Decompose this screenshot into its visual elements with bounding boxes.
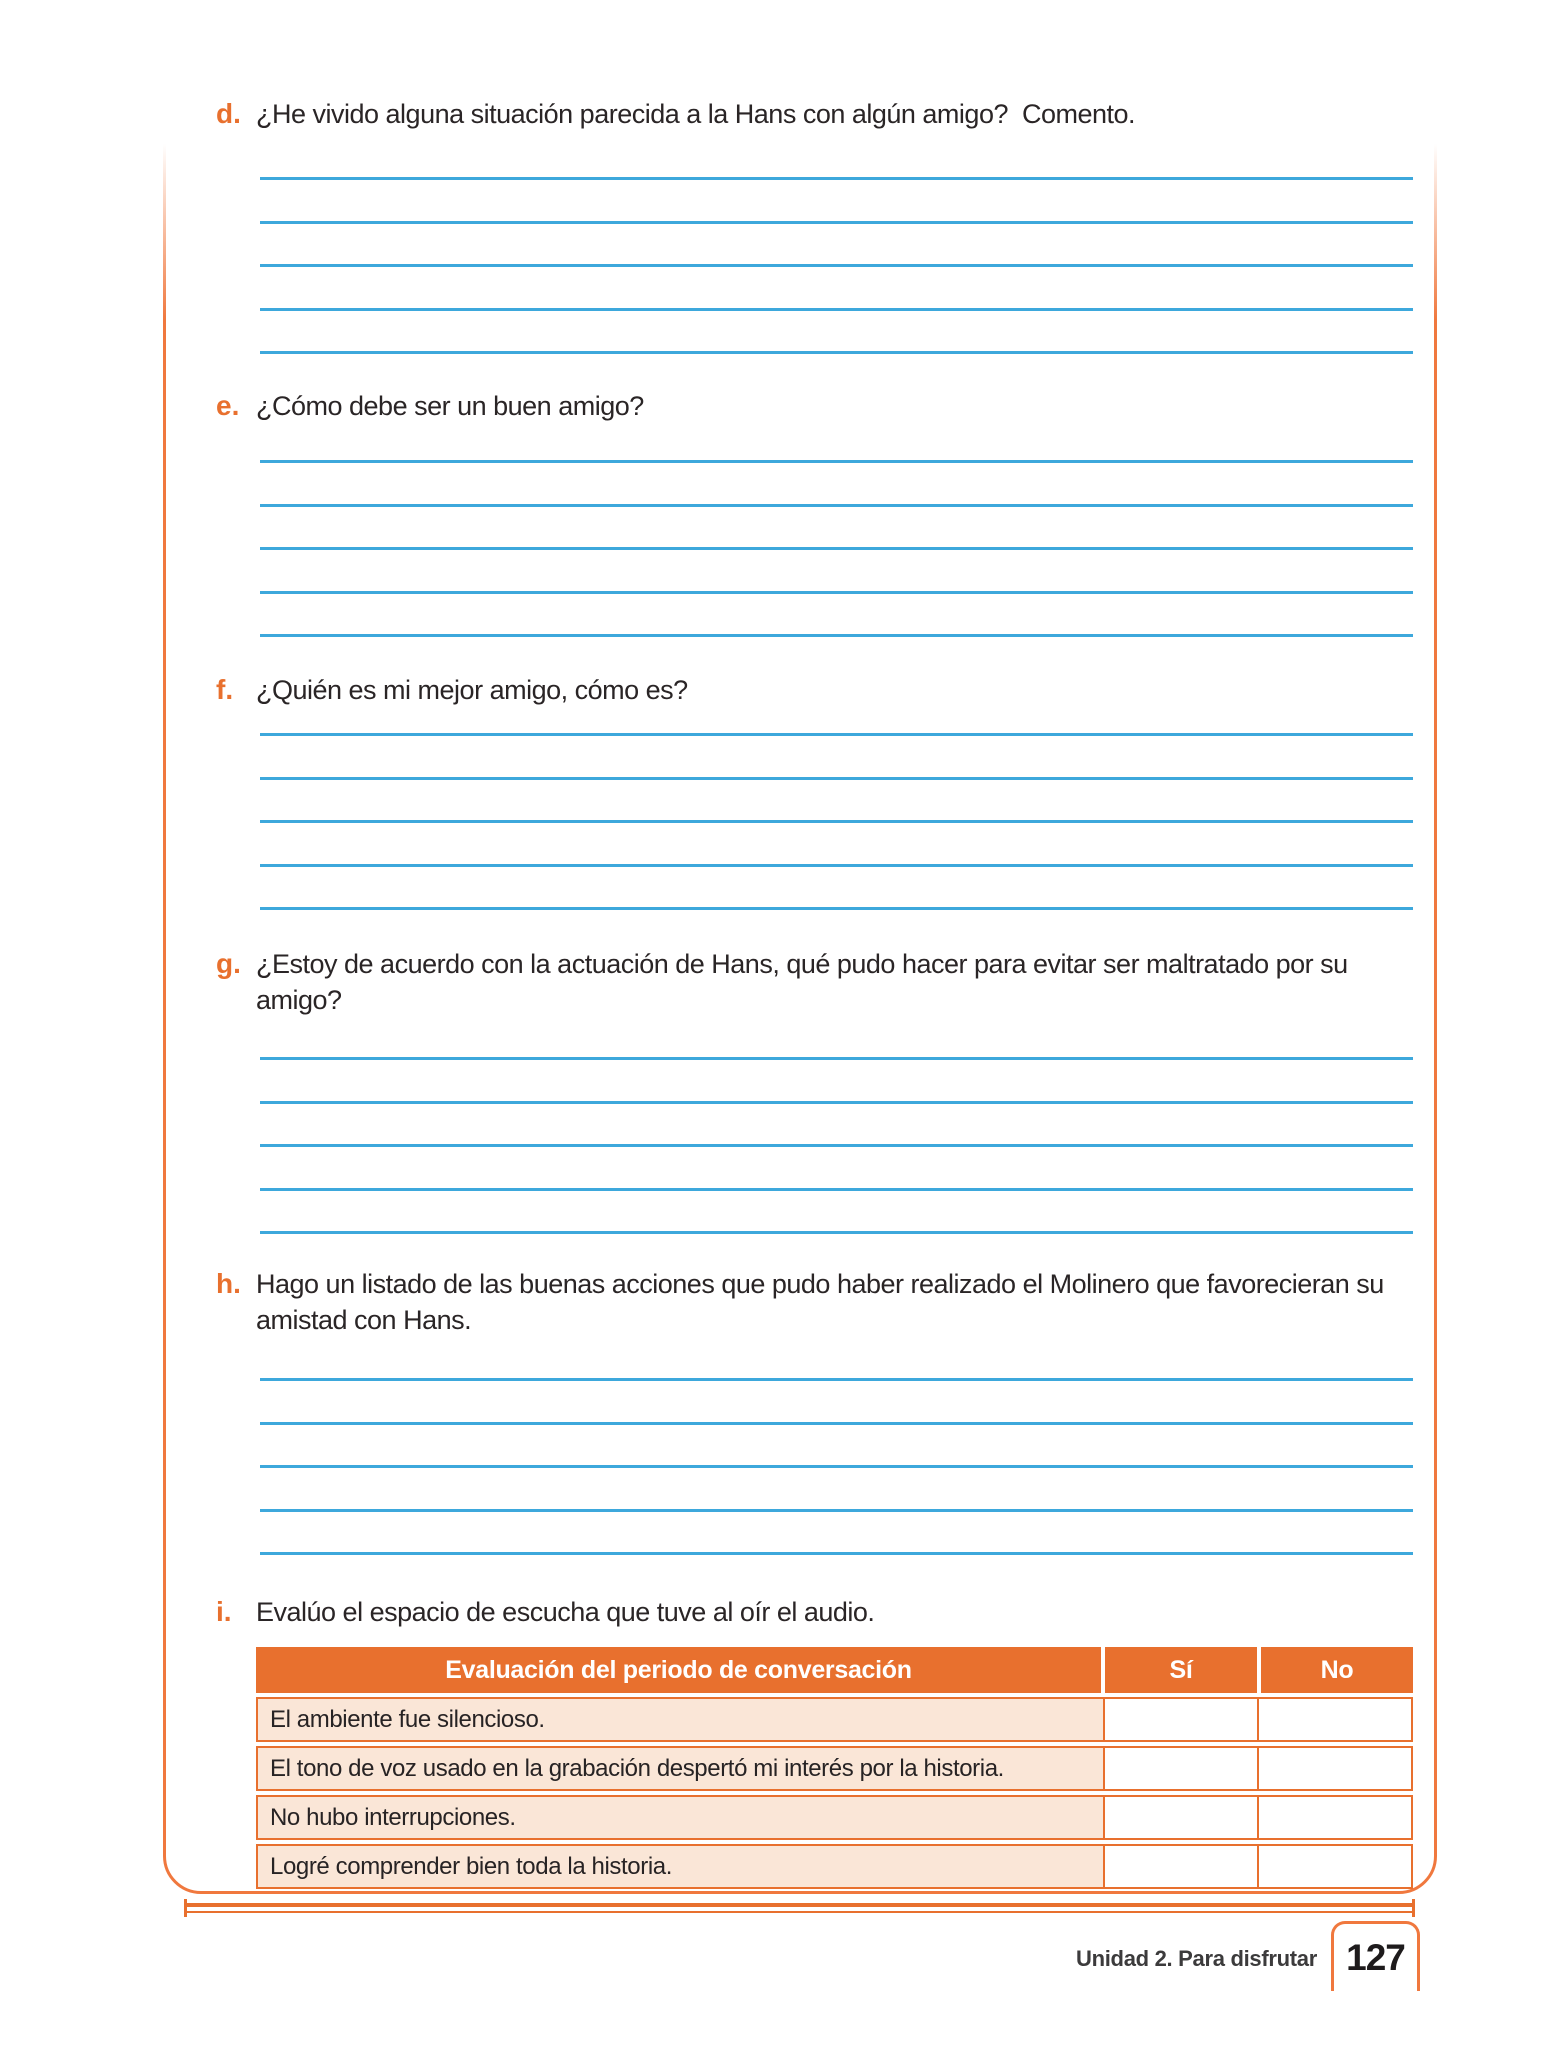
answer-line[interactable] xyxy=(260,221,1413,224)
page-number-tab xyxy=(1331,1921,1420,1991)
table-row xyxy=(256,1697,1413,1742)
answer-line[interactable] xyxy=(260,264,1413,267)
answer-line[interactable] xyxy=(260,547,1413,550)
answer-line[interactable] xyxy=(260,1188,1413,1191)
page-number: 127 xyxy=(1346,1936,1405,1978)
table-row xyxy=(256,1795,1413,1840)
table-row-label: El tono de voz usado en la grabación despertó mi interés por la historia. xyxy=(258,1748,1105,1789)
frame-fade-left xyxy=(155,0,173,320)
question-text-g: ¿Estoy de acuerdo con la actuación de Hans, qué pudo hacer para evitar ser maltratado por su amigo? xyxy=(256,949,1348,1015)
answer-line[interactable] xyxy=(260,1422,1413,1425)
question-text-f: ¿Quién es mi mejor amigo, cómo es? xyxy=(256,675,688,705)
table-header-no: No xyxy=(1320,1655,1354,1684)
table-header-yes: Sí xyxy=(1105,1647,1261,1693)
question-label-f: f. xyxy=(216,674,234,705)
table-cell-yes[interactable] xyxy=(1105,1699,1259,1740)
table-row xyxy=(256,1844,1413,1889)
table-row-label: Logré comprender bien toda la historia. xyxy=(258,1846,1105,1887)
table-cell-no[interactable] xyxy=(1259,1699,1411,1740)
answer-line[interactable] xyxy=(260,1057,1413,1060)
table-row-label: No hubo interrupciones. xyxy=(258,1797,1105,1838)
answer-line[interactable] xyxy=(260,1552,1413,1555)
rule-thin-line xyxy=(184,1911,1415,1913)
frame-fade-right xyxy=(1425,0,1443,320)
table-header-title: Evaluación del periodo de conversación xyxy=(256,1647,1105,1693)
table-cell-no[interactable] xyxy=(1259,1748,1411,1789)
table-cell-yes[interactable] xyxy=(1105,1846,1259,1887)
answer-line[interactable] xyxy=(260,733,1413,736)
answer-line[interactable] xyxy=(260,351,1413,354)
footer-unit-label: Unidad 2. Para disfrutar xyxy=(1076,1946,1317,1971)
question-text-i: Evalúo el espacio de escucha que tuve al oír el audio. xyxy=(256,1597,875,1627)
rule-thick-line xyxy=(184,1903,1415,1907)
answer-line[interactable] xyxy=(260,308,1413,311)
question-label-h: h. xyxy=(216,1268,241,1299)
answer-line[interactable] xyxy=(260,907,1413,910)
question-label-e: e. xyxy=(216,390,240,421)
question-text-e: ¿Cómo debe ser un buen amigo? xyxy=(256,391,644,421)
table-row-label: El ambiente fue silencioso. xyxy=(258,1699,1105,1740)
evaluation-table-header xyxy=(256,1647,1413,1693)
answer-line[interactable] xyxy=(260,1144,1413,1147)
answer-line[interactable] xyxy=(260,1101,1413,1104)
answer-line[interactable] xyxy=(260,1509,1413,1512)
question-label-i: i. xyxy=(216,1596,232,1627)
table-cell-yes[interactable] xyxy=(1105,1748,1259,1789)
answer-line[interactable] xyxy=(260,504,1413,507)
answer-line[interactable] xyxy=(260,591,1413,594)
answer-line[interactable] xyxy=(260,1465,1413,1468)
table-row xyxy=(256,1746,1413,1791)
answer-line[interactable] xyxy=(260,777,1413,780)
table-cell-yes[interactable] xyxy=(1105,1797,1259,1838)
footer-double-rule xyxy=(184,1899,1415,1917)
question-text-h: Hago un listado de las buenas acciones que pudo haber realizado el Molinero que favorecieran su amistad con Hans. xyxy=(256,1269,1384,1335)
table-cell-no[interactable] xyxy=(1259,1797,1411,1838)
answer-line[interactable] xyxy=(260,864,1413,867)
answer-line[interactable] xyxy=(260,460,1413,463)
answer-line[interactable] xyxy=(260,820,1413,823)
question-label-g: g. xyxy=(216,948,241,979)
answer-line[interactable] xyxy=(260,1378,1413,1381)
answer-line[interactable] xyxy=(260,177,1413,180)
answer-line[interactable] xyxy=(260,1231,1413,1234)
question-text-d: ¿He vivido alguna situación parecida a la Hans con algún amigo? Comento. xyxy=(256,99,1136,129)
answer-line[interactable] xyxy=(260,634,1413,637)
rule-end-tick-left xyxy=(184,1899,187,1917)
table-cell-no[interactable] xyxy=(1259,1846,1411,1887)
rule-end-tick-right xyxy=(1412,1899,1415,1917)
question-label-d: d. xyxy=(216,98,241,129)
